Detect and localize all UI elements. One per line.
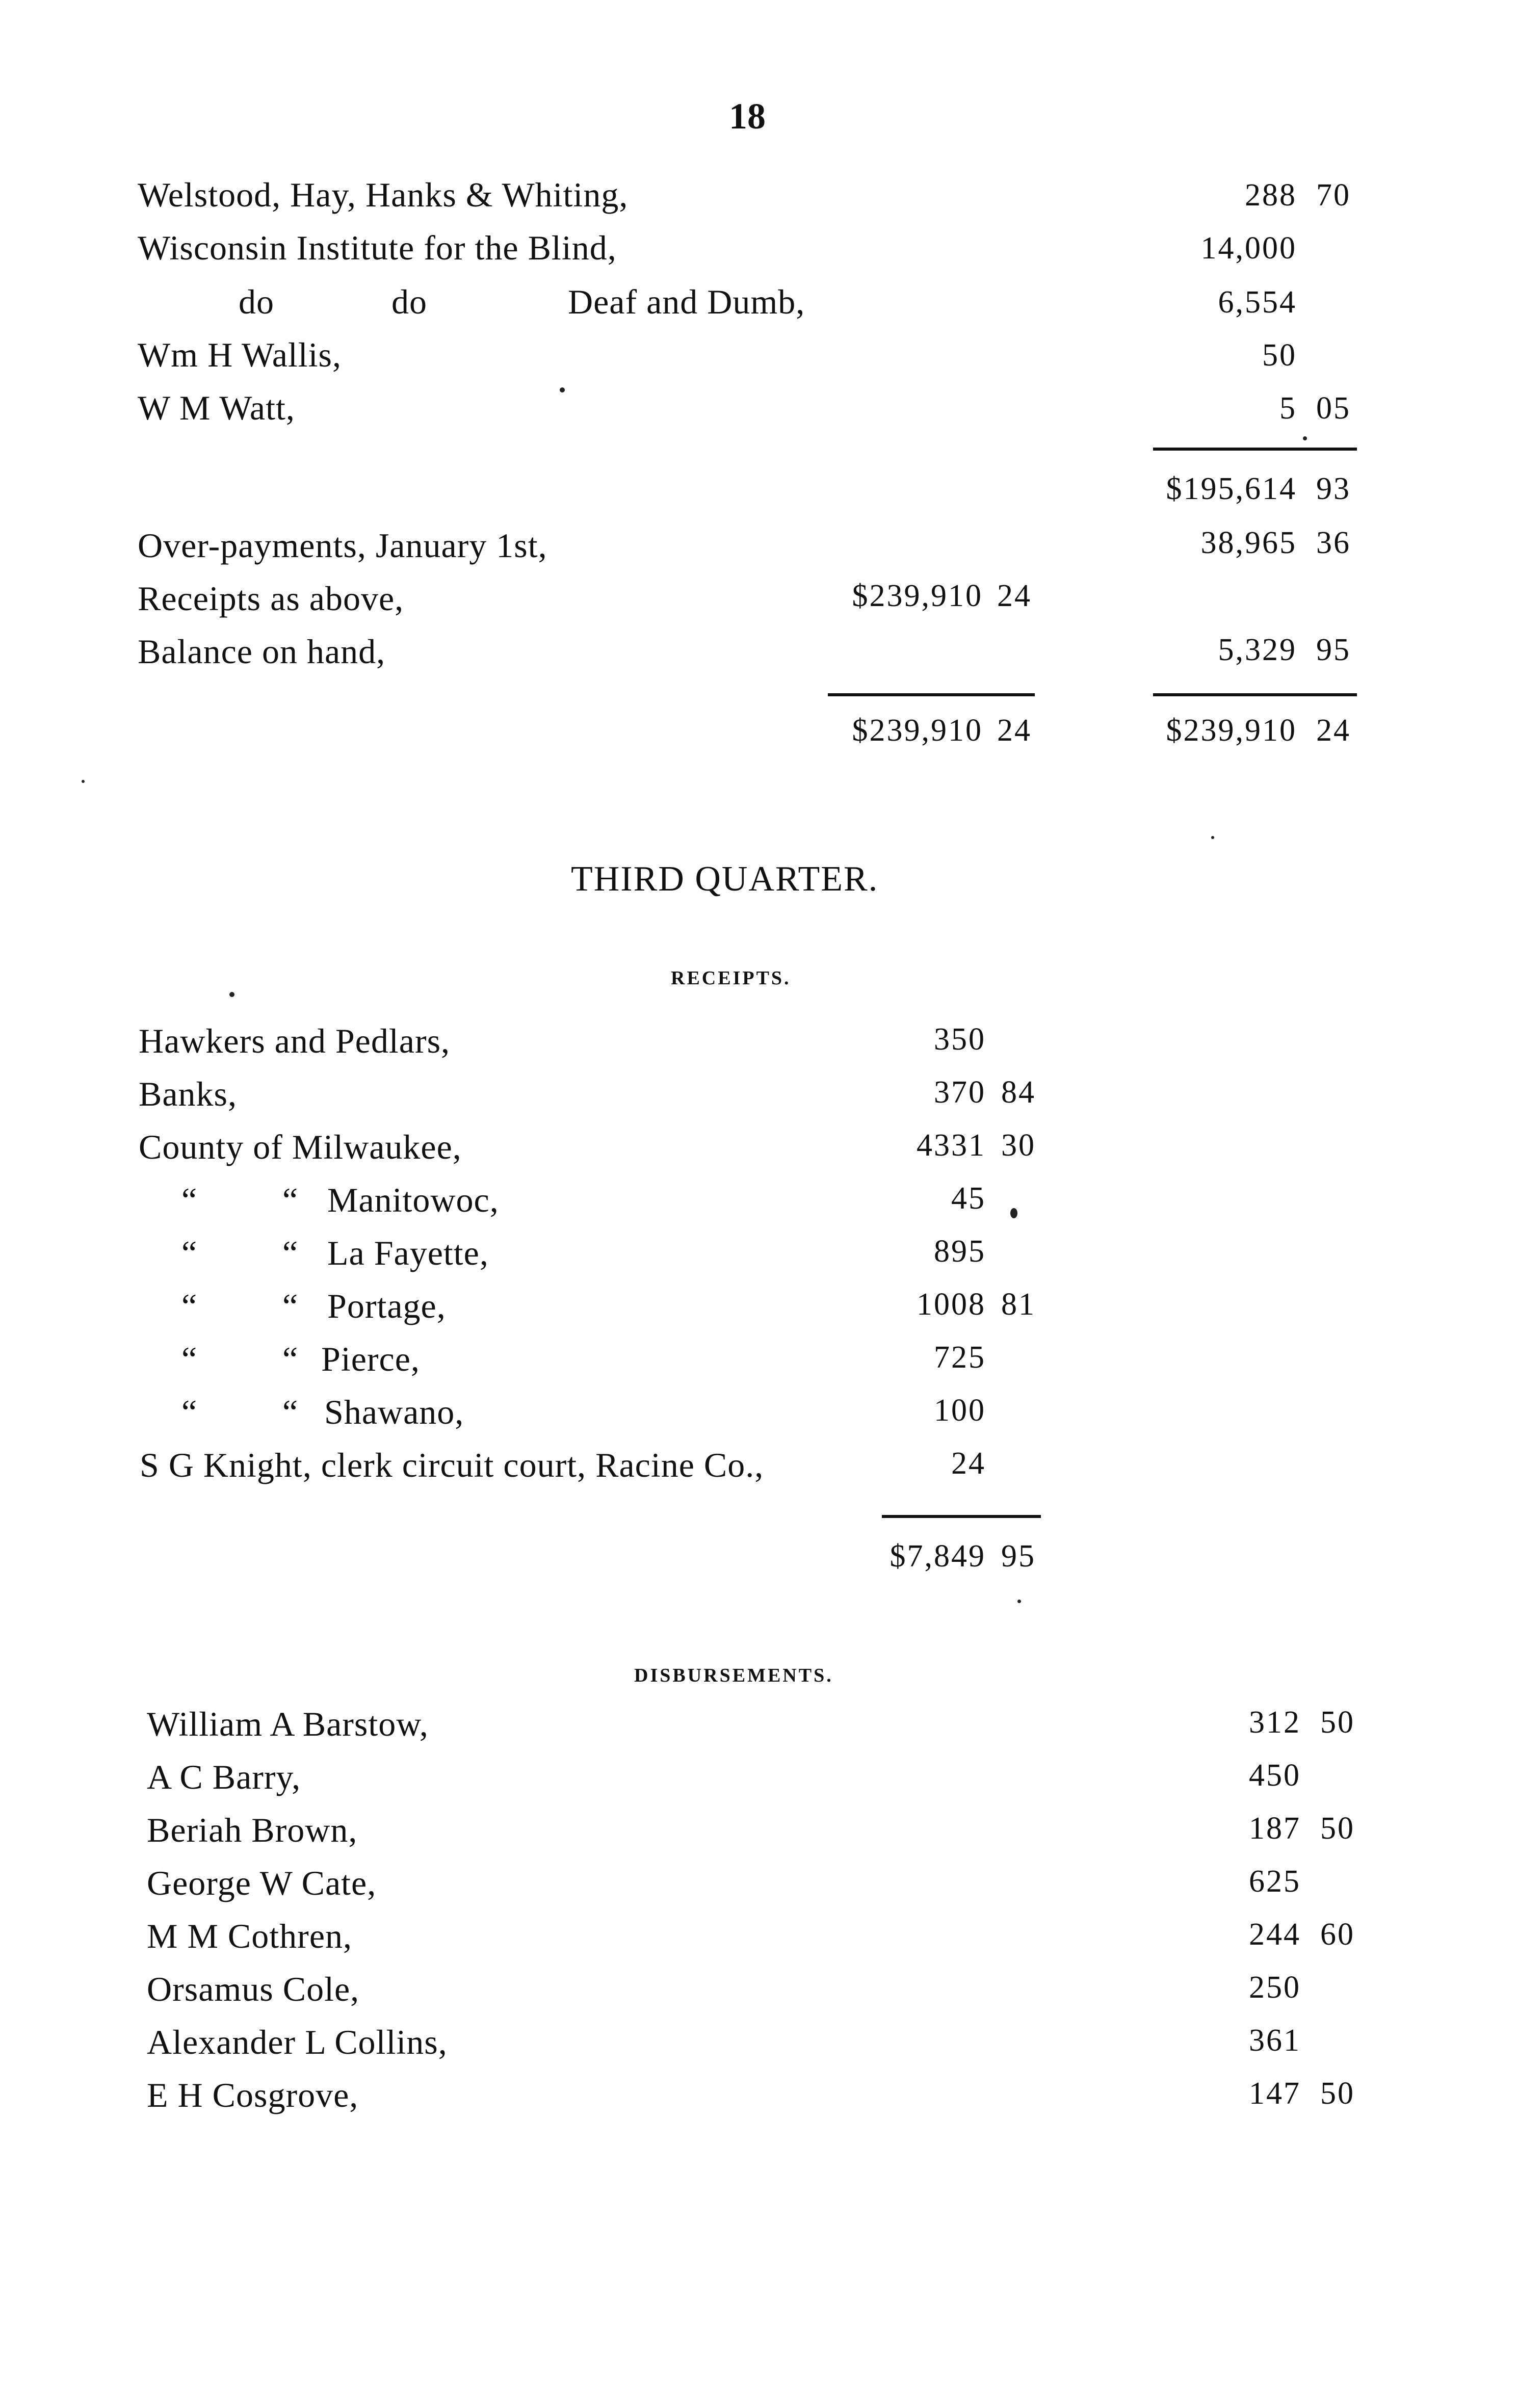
row-dollars: 250 (1249, 1970, 1301, 2005)
ditto-mark: “ (181, 1340, 198, 1378)
row-dollars: 100 (934, 1393, 986, 1428)
row-dollars: 5,329 (1218, 633, 1297, 667)
row-cents: 95 (1316, 633, 1351, 667)
ink-speck (1010, 1208, 1017, 1218)
row-dollars: 244 (1249, 1917, 1301, 1952)
ink-speck (1017, 1600, 1021, 1603)
ditto-mark: “ (181, 1287, 198, 1325)
ditto-mark: “ (282, 1287, 299, 1325)
row-cents: 50 (1320, 2076, 1355, 2111)
ink-speck (229, 992, 234, 997)
sum-rule (828, 693, 1035, 696)
total-mid-dollars: $239,910 (852, 713, 983, 748)
row-dollars: 725 (934, 1340, 986, 1375)
row-label: Portage, (327, 1287, 446, 1325)
row-label: Orsamus Cole, (147, 1970, 360, 2008)
row-dollars: 4331 (917, 1128, 986, 1163)
row-label: A C Barry, (147, 1758, 301, 1796)
row-label: Pierce, (321, 1340, 420, 1378)
row-label: William A Barstow, (147, 1705, 429, 1743)
receipts-total-cents: 95 (1001, 1539, 1036, 1574)
row-cents: 30 (1001, 1128, 1036, 1163)
sum-rule (882, 1515, 1041, 1518)
row-label: County of Milwaukee, (139, 1128, 462, 1166)
total-mid-cents: 24 (997, 713, 1032, 748)
row-dollars: 895 (934, 1234, 986, 1269)
row-label: Beriah Brown, (147, 1811, 358, 1849)
row-dollars: 14,000 (1200, 231, 1297, 266)
row-label: Shawano, (324, 1393, 464, 1431)
row-dollars: 312 (1249, 1705, 1301, 1740)
row-dollars: 361 (1249, 2023, 1301, 2058)
total-dollars: $239,910 (1166, 713, 1297, 748)
row-label: M M Cothren, (147, 1917, 352, 1955)
ditto-mark: “ (181, 1181, 198, 1219)
row-dollars: 6,554 (1218, 285, 1297, 320)
row-cents: 70 (1316, 178, 1351, 213)
ditto-mark: “ (282, 1340, 299, 1378)
total-cents: 24 (1316, 713, 1351, 748)
row-dollars: 50 (1262, 338, 1297, 373)
row-label: E H Cosgrove, (147, 2076, 359, 2114)
row-label: Wm H Wallis, (138, 335, 342, 374)
row-dollars: 625 (1249, 1864, 1301, 1899)
row-label: Manitowoc, (327, 1181, 499, 1219)
ink-speck (1211, 836, 1214, 839)
row-cents: 05 (1316, 391, 1351, 426)
ditto-mark: “ (282, 1393, 299, 1431)
ink-speck (1303, 436, 1307, 440)
row-label: Receipts as above, (138, 579, 404, 618)
row-label: La Fayette, (327, 1234, 489, 1272)
mid-cents: 24 (997, 579, 1032, 613)
ditto-mark: “ (181, 1393, 198, 1431)
row-label: Hawkers and Pedlars, (139, 1022, 451, 1060)
row-dollars: 24 (951, 1446, 986, 1481)
row-label: Balance on hand, (138, 632, 386, 671)
row-dollars: 288 (1245, 178, 1297, 213)
row-label: Wisconsin Institute for the Blind, (138, 228, 617, 267)
row-dollars: 45 (951, 1181, 986, 1216)
row-label: W M Watt, (138, 388, 295, 427)
row-label: Deaf and Dumb, (568, 282, 805, 321)
row-dollars: 5 (1279, 391, 1297, 426)
sum-rule (1153, 693, 1357, 696)
ditto-mark: “ (282, 1234, 299, 1272)
page-number: 18 (729, 96, 766, 137)
row-cents: 36 (1316, 526, 1351, 560)
ditto-mark: “ (282, 1181, 299, 1219)
row-cents: 50 (1320, 1811, 1355, 1846)
receipts-heading: RECEIPTS. (671, 967, 791, 989)
receipts-total-dollars: $7,849 (890, 1539, 986, 1574)
row-cents: 50 (1320, 1705, 1355, 1740)
row-label: Banks, (139, 1075, 237, 1113)
subtotal-cents: 93 (1316, 472, 1351, 506)
row-cents: 81 (1001, 1287, 1036, 1322)
ditto-do: do (239, 282, 274, 321)
row-label: S G Knight, clerk circuit court, Racine Co., (140, 1446, 764, 1484)
row-dollars: 147 (1249, 2076, 1301, 2111)
row-label: Over-payments, January 1st, (138, 526, 547, 565)
mid-dollars: $239,910 (852, 579, 983, 613)
row-dollars: 350 (934, 1022, 986, 1057)
row-label: George W Cate, (147, 1864, 377, 1902)
ink-speck (560, 387, 565, 392)
row-dollars: 370 (934, 1075, 986, 1110)
ditto-mark: “ (181, 1234, 198, 1272)
row-dollars: 187 (1249, 1811, 1301, 1846)
ditto-do: do (391, 282, 427, 321)
row-dollars: 1008 (917, 1287, 986, 1322)
disbursements-heading: DISBURSEMENTS. (634, 1665, 833, 1686)
row-label: Welstood, Hay, Hanks & Whiting, (138, 175, 629, 214)
row-dollars: 450 (1249, 1758, 1301, 1793)
section-heading: THIRD QUARTER. (571, 859, 879, 899)
row-label: Alexander L Collins, (147, 2023, 448, 2061)
ink-speck (82, 780, 85, 783)
subtotal-dollars: $195,614 (1166, 472, 1297, 506)
row-cents: 84 (1001, 1075, 1036, 1110)
row-cents: 60 (1320, 1917, 1355, 1952)
sum-rule (1153, 448, 1357, 451)
row-dollars: 38,965 (1200, 526, 1297, 560)
